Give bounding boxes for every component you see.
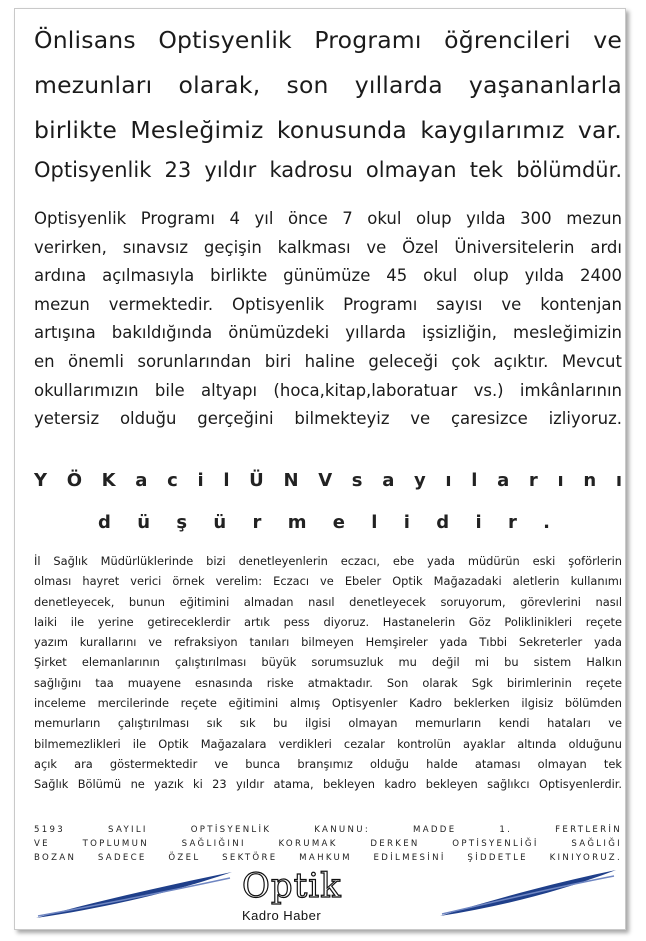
detail-line: Sağlık Bölümü ne yazık ki 23 yıldır atama, bekleyen kadro bekleyen sağlıkcı Optisyenlerdir. (34, 777, 622, 792)
detail-line: açık ara göstermektedir ve bunca branşımız olduğu halde ataması olmayan tek (34, 756, 622, 771)
detail-line: bilmemezlikleri ile Optik Mağazalara verdikleri cezalar kontrolün ayaklar altında olduğunu (34, 736, 622, 751)
intro-paragraph (34, 18, 622, 153)
detail-line: laiki ile yerine getireceklerdir artık pess diyoruz. Hastanelerin Göz Poliklinikleri reçete (34, 614, 622, 629)
detail-line: sağlığını taa muayene esnasında riske atmaktadır. Son olarak Sgk birimlerinin reçete (34, 675, 622, 690)
body-line: en önemli sorunlarından biri haline geleceği çok açıktır. Mevcut (34, 351, 622, 371)
detail-line: Şirket elemanlarının çalıştırılması büyük sorumsuzluk mu değil mi bu sistem Halkın (34, 655, 622, 670)
body-line: okullarımızın bile altyapı (hoca,kitap,laboratuar vs.) imkânlarının (34, 380, 622, 400)
detail-line: denetleyecek, bunun eğitimini almadan nasıl denetleyecek soruyorum, görevlerini nasıl (34, 594, 622, 609)
logo-subtitle: Kadro Haber (242, 908, 322, 923)
body-line: mezun vermektedir. Optisyenlik Programı sayısı ve kontenjan (34, 294, 622, 314)
detail-paragraph (34, 551, 622, 795)
intro-line: birlikte Mesleğimiz konusunda kaygılarımız var. (34, 116, 622, 144)
law-notice-line: BOZAN SADECE ÖZEL SEKTÖRE MAHKUM EDİLMESİNİ ŞİDDETLE KINIYORUZ. (34, 853, 622, 863)
right-swoosh-decoration (438, 868, 618, 920)
detail-line: memurların çalıştırılması sık sık bu ilgisi olmayan memurların kendi hataları ve (34, 716, 622, 731)
intro-line: Önlisans Optisyenlik Programı öğrencileri ve (34, 26, 622, 54)
detail-line: olması hayret verici örnek verelim: Eczacı ve Ebeler Optik Mağazadaki aletlerin kullanımı (34, 574, 622, 589)
detail-line: inceleme mercilerinde reçete eğitimini almış Optisyenler Kadro beklerken ilgisiz bölümden (34, 696, 622, 711)
body-line: ardına açılmasıyla birlikte günümüze 45 okul olup yılda 2400 (34, 266, 622, 286)
body-line: Optisyenlik Programı 4 yıl önce 7 okul olup yılda 300 mezun (34, 209, 622, 228)
law-notice (34, 823, 622, 865)
law-notice-line: VE TOPLUMUN SAĞLIĞINI KORUMAK DERKEN OPTİSYENLİĞİ SAĞLIĞI (34, 839, 622, 849)
body-line: yetersiz olduğu gerçeğini bilmekteyiz ve çaresizce izliyoruz. (34, 409, 622, 429)
detail-line: İl Sağlık Müdürlüklerinde bizi denetleyenlerin eczacı, ebe yada müdürün eski şoförlerin (34, 554, 622, 568)
body-line: verirken, sınavsız geçişin kalkması ve Özel Üniversitelerin ardı (34, 237, 622, 257)
body-line: artışına bakıldığında önümüzdeki yıllarda işsizliğin, mesleğimizin (34, 323, 622, 343)
demand-line-2: d ü ş ü r m e l i d i r . (98, 512, 550, 533)
headline: Optisyenlik 23 yıldır kadrosu olmayan tek bölümdür. (34, 158, 622, 182)
intro-line: mezunları olarak, son yıllarda yaşananlarla (34, 71, 622, 99)
optik-kadro-haber-logo (236, 866, 356, 926)
law-notice-line: 5193 SAYILI OPTİSYENLİK KANUNU: MADDE 1. FERTLERİN (34, 825, 622, 835)
detail-line: yazım kurallarını ve refraksiyon tanıları bilmeyen Hemşireler yada Tıbbi Sekreterler yada (34, 635, 622, 650)
left-swoosh-decoration (34, 868, 234, 920)
demand-line-1: Y Ö K a c i l Ü N V s a y ı l a r ı n ı (34, 470, 622, 491)
logo-title: Optik (242, 866, 342, 906)
body-paragraph (34, 205, 622, 434)
